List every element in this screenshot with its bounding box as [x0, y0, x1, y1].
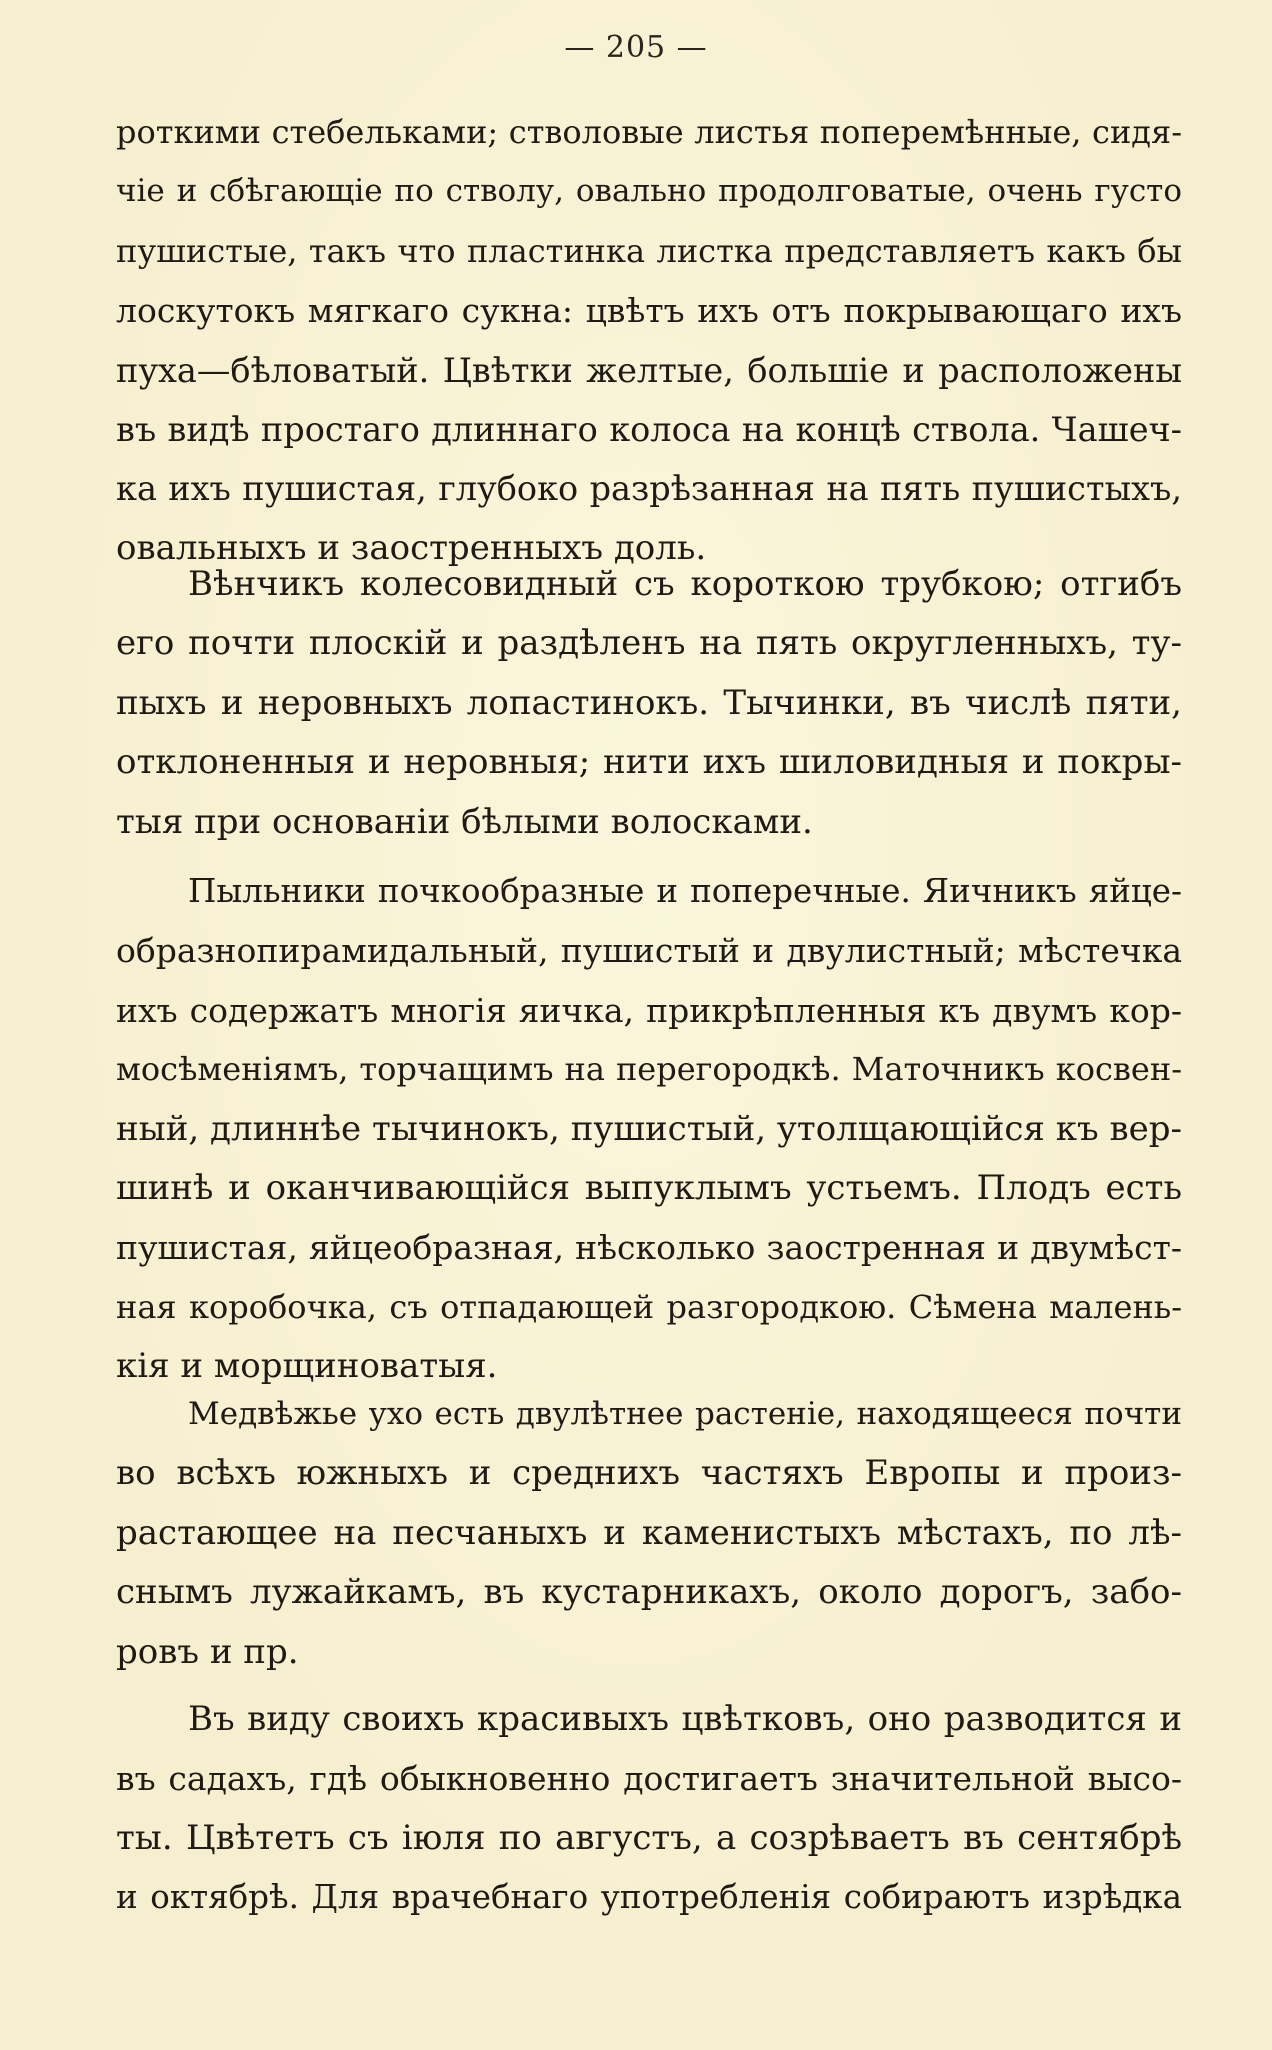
text-line: овальныхъ и заостренныхъ доль.	[116, 527, 707, 568]
paragraph-4	[116, 1385, 1182, 1682]
text-line: пушистые, такъ что пластинка листка представляетъ какъ бы	[116, 231, 1182, 270]
text-line: пыхъ и неровныхъ лопастинокъ. Тычинки, въ числѣ пяти,	[116, 682, 1182, 723]
text-line: чіе и сбѣгающіе по стволу, овально продолговатые, очень густо	[116, 173, 1182, 210]
paragraph-2	[116, 555, 1182, 852]
text-line: шинѣ и оканчивающійся выпуклымъ устьемъ. Плодъ есть	[116, 1168, 1182, 1209]
text-line: ная коробочка, съ отпадающей разгородкою. Сѣмена малень-	[116, 1287, 1182, 1326]
text-line: ка ихъ пушистая, глубоко разрѣзанная на пять пушистыхъ,	[116, 469, 1182, 509]
text-line: и октябрѣ. Для врачебнаго употребленія собираютъ изрѣдка	[116, 1878, 1182, 1917]
text-line: ихъ содержатъ многія яичка, прикрѣпленныя къ двумъ кор-	[116, 990, 1182, 1030]
text-line: снымъ лужайкамъ, въ кустарникахъ, около дорогъ, забо-	[116, 1572, 1182, 1613]
text-line: пуха—бѣловатый. Цвѣтки желтые, большіе и расположены	[116, 350, 1182, 390]
page-number: — 205 —	[564, 30, 708, 65]
text-line: въ садахъ, гдѣ обыкновенно достигаетъ значительной высо-	[116, 1759, 1182, 1799]
text-line: тыя при основаніи бѣлыми волосками.	[116, 801, 813, 842]
text-line: пушистая, яйцеобразная, нѣсколько заостренная и двумѣст-	[116, 1228, 1182, 1268]
text-line: отклоненныя и неровныя; нити ихъ шиловидныя и покры-	[116, 742, 1182, 783]
text-line: Медвѣжье ухо есть двулѣтнее растеніе, находящееся почти	[188, 1396, 1182, 1432]
paragraph-5	[116, 1690, 1182, 1928]
text-line: во всѣхъ южныхъ и среднихъ частяхъ Европы и произ-	[116, 1453, 1182, 1494]
text-line: ный, длиннѣе тычинокъ, пушистый, утолщающійся къ вер-	[116, 1108, 1182, 1149]
text-line: Вѣнчикъ колесовидный съ короткою трубкою; отгибъ	[188, 564, 1182, 604]
text-line: образнопирамидальный, пушистый и двулистный; мѣстечка	[116, 931, 1182, 971]
text-line: его почти плоскій и раздѣленъ на пять округленныхъ, ту-	[116, 623, 1182, 664]
text-line: въ видѣ простаго длиннаго колоса на концѣ ствола. Чашеч-	[116, 410, 1182, 450]
paragraph-1	[116, 103, 1182, 578]
text-line: растающее на песчаныхъ и каменистыхъ мѣстахъ, по лѣ-	[116, 1512, 1182, 1553]
text-line: Въ виду своихъ красивыхъ цвѣтковъ, оно разводится и	[188, 1699, 1182, 1739]
text-line: кія и морщиноватыя.	[116, 1346, 498, 1387]
text-line: ровъ и пр.	[116, 1631, 299, 1672]
text-line: лоскутокъ мягкаго сукна: цвѣтъ ихъ отъ покрывающаго ихъ	[116, 291, 1182, 331]
text-line: Пыльники почкообразные и поперечные. Яичникъ яйце-	[188, 872, 1182, 910]
text-line: роткими стебельками; стволовые листья поперемѣнные, сидя-	[116, 113, 1182, 151]
paragraph-3	[116, 862, 1182, 1397]
text-line: мосѣменіямъ, торчащимъ на перегородкѣ. Маточникъ косвен-	[116, 1050, 1182, 1089]
text-line: ты. Цвѣтетъ съ іюля по августъ, а созрѣваетъ въ сентябрѣ	[116, 1817, 1182, 1858]
